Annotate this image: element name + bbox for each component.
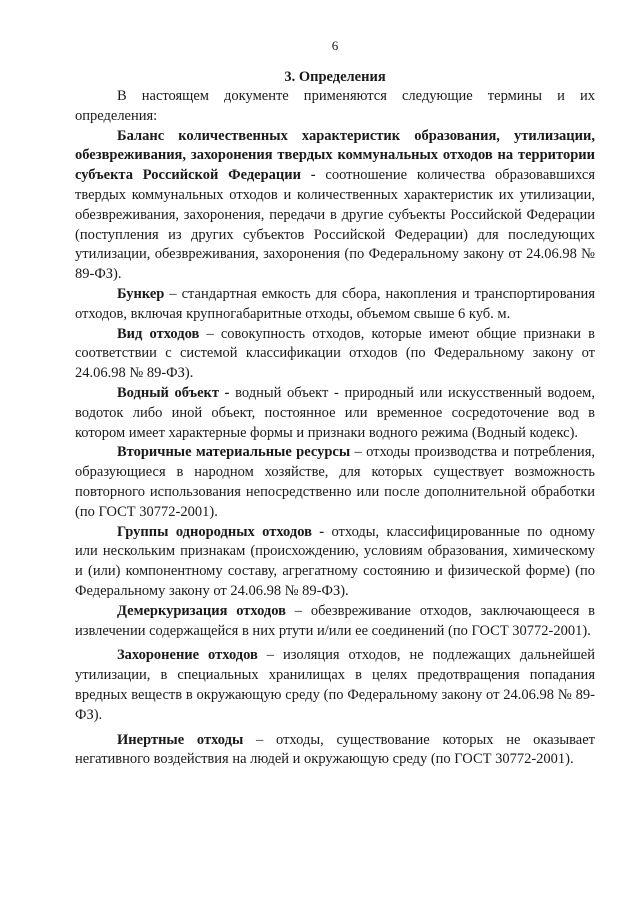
definition-text: водный объект - природный или искусственный водоем, водоток либо иной объект, постоянное или временное сосредоточение вод в котором имеет характерные формы и признаки водного режима (Водный кодекс).	[75, 384, 595, 441]
section-heading: 3. Определения	[284, 69, 386, 85]
definition-paragraph	[75, 384, 595, 443]
definition-paragraph	[75, 127, 595, 285]
definition-paragraph	[75, 325, 595, 384]
definition-text: – стандартная емкость для сбора, накопления и транспортирования отходов, включая крупногабаритные отходы, объемом свыше 6 куб. м.	[75, 285, 595, 322]
definition-paragraph	[75, 602, 595, 642]
definition-text: – совокупность отходов, которые имеют общие признаки в соответствии с системой классификации отходов (по Федеральному закону от 24.06.98 № 89-ФЗ).	[75, 325, 595, 382]
definition-term: Инертные отходы	[117, 731, 244, 748]
definition-term: Водный объект -	[117, 384, 230, 401]
definition-paragraph	[75, 646, 595, 725]
definition-term: Бункер	[117, 285, 165, 302]
definition-text: отходы, классифицированные по одному или нескольким признакам (происхождению, условиям образования, химическому и (или) компонентному составу, агрегатному состоянию и физической форме) (по Федеральному закону от 24.06.98 № 89-ФЗ).	[75, 523, 595, 599]
definition-paragraph	[75, 523, 595, 602]
definition-paragraph	[75, 443, 595, 522]
definition-term: Демеркуризация отходов	[117, 602, 286, 619]
definition-text: – обезвреживание отходов, заключающееся в извлечении содержащейся в них ртути и/или ее соединений (по ГОСТ 30772-2001).	[75, 602, 595, 639]
definition-text: – изоляция отходов, не подлежащих дальнейшей утилизации, в специальных хранилищах в целях предотвращения попадания вредных веществ в окружающую среду (по Федеральному закону от 24.06.98 № 89-ФЗ).	[75, 647, 595, 723]
definition-term: Вторичные материальные ресурсы	[117, 444, 351, 461]
definition-term: Вид отходов	[117, 325, 200, 342]
intro-paragraph: В настоящем документе применяются следующие термины и их определения:	[75, 88, 595, 124]
definition-text: – отходы производства и потребления, образующиеся в народном хозяйстве, для которых существует возможность повторного использования непосредственно или после дополнительной обработки (по ГОСТ 30772-2001).	[75, 444, 595, 520]
definition-text: – отходы, существование которых не оказывает негативного воздействия на людей и окружающую среду (по ГОСТ 30772-2001).	[75, 731, 595, 768]
page-number: 6	[331, 38, 339, 53]
definition-paragraph	[75, 731, 595, 771]
definition-term: Группы однородных отходов -	[117, 523, 325, 540]
definition-term: Захоронение отходов	[117, 647, 258, 664]
definition-text: соотношение количества образовавшихся твердых коммунальных отходов и количественных характеристик их утилизации, обезвреживания, захоронения, передачи в другие субъекты Российской Федерации (поступления из других субъектов Российской Федерации) для последующих утилизации, обезвреживания, захоронения (по Федеральному закону от 24.06.98 № 89-ФЗ).	[75, 167, 595, 283]
definition-term: Баланс количественных характеристик образования, утилизации, обезвреживания, захоронения твердых коммунальных отходов на территории субъекта Российской Федерации -	[75, 127, 595, 184]
definition-paragraph	[75, 285, 595, 325]
